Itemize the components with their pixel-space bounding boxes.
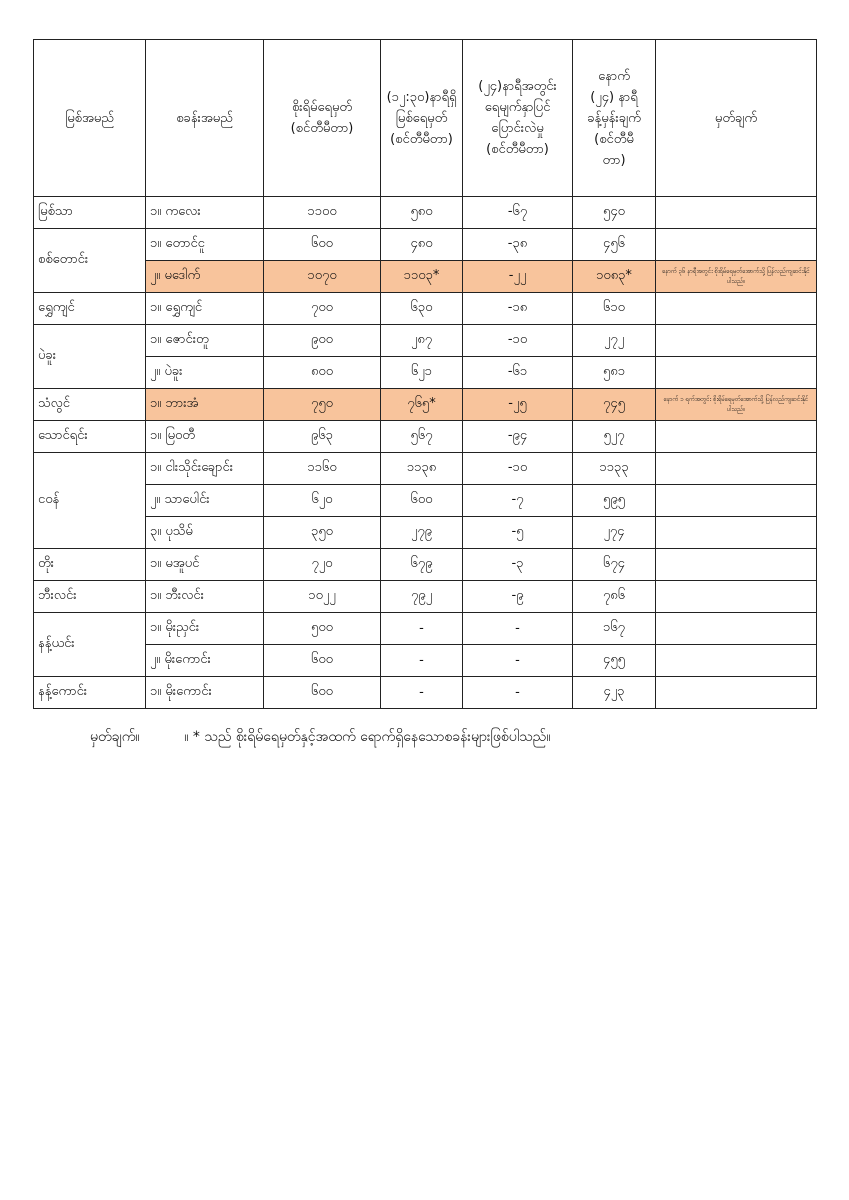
table-row [34, 549, 817, 581]
table-row [34, 581, 817, 613]
danger-level: ၁၀၇၀ [264, 261, 381, 293]
forecast-level: ၅၉၅ [573, 485, 656, 517]
level-change: -၁၈ [463, 293, 573, 325]
table-row [34, 645, 817, 677]
current-level: ၆၇၉ [381, 549, 463, 581]
table-row [34, 325, 817, 357]
danger-level: ၁၁၀၀ [264, 197, 381, 229]
current-level: ၇၉၂ [381, 581, 463, 613]
forecast-level: ၅၄၀ [573, 197, 656, 229]
table-row [34, 613, 817, 645]
current-level: ၆၀၀ [381, 485, 463, 517]
header-remarks: မှတ်ချက် [656, 40, 817, 197]
table-row [34, 261, 817, 293]
header-river-name: မြစ်အမည် [34, 40, 146, 197]
level-change: - [463, 645, 573, 677]
station-name: ၁။ မိုးညှင်း [146, 613, 264, 645]
station-name: ၁။ ငါးသိုင်းချောင်း [146, 453, 264, 485]
header-danger-level: စိုးရိမ်ရေမှတ် (စင်တီမီတာ) [264, 40, 381, 197]
table-row [34, 357, 817, 389]
forecast-level: ၇၈၆ [573, 581, 656, 613]
river-name: စစ်တောင်း [34, 229, 146, 293]
forecast-level: ၄၅၆ [573, 229, 656, 261]
table-row [34, 453, 817, 485]
level-change: -၉ [463, 581, 573, 613]
level-change: - [463, 613, 573, 645]
station-name: ၁။ ဇောင်းတူ [146, 325, 264, 357]
header-row [34, 40, 817, 197]
forecast-level: ၄၅၅ [573, 645, 656, 677]
remark [656, 197, 817, 229]
station-name: ၂။ ပဲခူး [146, 357, 264, 389]
remark [656, 229, 817, 261]
level-change: -၂၅ [463, 389, 573, 421]
danger-level: ၁၁၆၀ [264, 453, 381, 485]
table-body [34, 197, 817, 709]
table-row [34, 197, 817, 229]
remark: နောက် ၁ ရက်အတွင်း စိုးရိမ်ရေမှတ်အောက်သို့ ပြန်လည်ကျဆင်းနိုင်ပါသည်။ [656, 389, 817, 421]
current-level: ၄၈၀ [381, 229, 463, 261]
forecast-level: ၅၂၇ [573, 421, 656, 453]
forecast-level: ၇၄၅ [573, 389, 656, 421]
remark [656, 421, 817, 453]
danger-level: ၇၀၀ [264, 293, 381, 325]
forecast-level: ၆၇၄ [573, 549, 656, 581]
station-name: ၂။ မိုးကောင်း [146, 645, 264, 677]
header-24h-forecast: နောက် (၂၄) နာရီ ခန့်မှန်းချက် (စင်တီမီ တာ) [573, 40, 656, 197]
header-station-name: စခန်းအမည် [146, 40, 264, 197]
remark [656, 581, 817, 613]
river-name: တိုး [34, 549, 146, 581]
danger-level: ၆၀၀ [264, 677, 381, 709]
table-row [34, 293, 817, 325]
danger-level: ၉၀၀ [264, 325, 381, 357]
current-level: - [381, 677, 463, 709]
table-row [34, 389, 817, 421]
remark [656, 293, 817, 325]
remark [656, 549, 817, 581]
danger-level: ၆၀၀ [264, 229, 381, 261]
forecast-level: ၆၁၀ [573, 293, 656, 325]
forecast-level: ၁၆၇ [573, 613, 656, 645]
danger-level: ၇၅၀ [264, 389, 381, 421]
river-name: သောင်ရင်း [34, 421, 146, 453]
current-level: ၅၆၇ [381, 421, 463, 453]
current-level: ၂၈၇ [381, 325, 463, 357]
current-level: ၇၆၅* [381, 389, 463, 421]
station-name: ၁။ မိုးကောင်း [146, 677, 264, 709]
danger-level: ၁၀၂၂ [264, 581, 381, 613]
current-level: - [381, 613, 463, 645]
level-change: -၅ [463, 517, 573, 549]
river-name: နန့်ယင်း [34, 613, 146, 677]
level-change: - [463, 677, 573, 709]
station-name: ၃။ ပုသိမ် [146, 517, 264, 549]
remark [656, 357, 817, 389]
level-change: -၆၁ [463, 357, 573, 389]
river-water-level-table [33, 39, 817, 709]
station-name: ၁။ မြဝတီ [146, 421, 264, 453]
level-change: -၃ [463, 549, 573, 581]
table-row [34, 517, 817, 549]
remark [656, 325, 817, 357]
table-row [34, 677, 817, 709]
river-name: နန့်ကောင်း [34, 677, 146, 709]
remark [656, 645, 817, 677]
level-change: -၆၇ [463, 197, 573, 229]
river-name: ရွှေကျင် [34, 293, 146, 325]
river-name: မြစ်သာ [34, 197, 146, 229]
forecast-level: ၄၂၃ [573, 677, 656, 709]
forecast-level: ၂၇၂ [573, 325, 656, 357]
danger-level: ၆၂၀ [264, 485, 381, 517]
danger-level: ၆၀၀ [264, 645, 381, 677]
footnote-text: ။ * သည် စိုးရိမ်ရေမှတ်နှင့်အထက် ရောက်ရှိနေသောစခန်းများဖြစ်ပါသည်။ [184, 729, 551, 745]
river-name: ဘီးလင်း [34, 581, 146, 613]
forecast-level: ၅၈၁ [573, 357, 656, 389]
station-name: ၁။ ကလေး [146, 197, 264, 229]
current-level: ၆၃၀ [381, 293, 463, 325]
remark [656, 677, 817, 709]
remark [656, 517, 817, 549]
remark: နောက် ၃၆ နာရီအတွင်း စိုးရိမ်ရေမှတ်အောက်သို့ ပြန်လည်ကျဆင်းနိုင်ပါသည်။ [656, 261, 817, 293]
level-change: -၂၂ [463, 261, 573, 293]
danger-level: ၈၀၀ [264, 357, 381, 389]
current-level: ၂၇၉ [381, 517, 463, 549]
header-24h-change: (၂၄)နာရီအတွင်း ရေမျက်နှာပြင် ပြောင်းလဲမှု (စင်တီမီတာ) [463, 40, 573, 197]
river-name: ငဝန် [34, 453, 146, 549]
river-name: ပဲခူး [34, 325, 146, 389]
remark [656, 613, 817, 645]
danger-level: ၉၆၃ [264, 421, 381, 453]
table-row [34, 421, 817, 453]
river-name: သံလွင် [34, 389, 146, 421]
remark [656, 453, 817, 485]
station-name: ၁။ မအူပင် [146, 549, 264, 581]
station-name: ၁။ ဘီးလင်း [146, 581, 264, 613]
forecast-level: ၁၀၈၃* [573, 261, 656, 293]
station-name: ၁။ ရွှေကျင် [146, 293, 264, 325]
danger-level: ၅၀၀ [264, 613, 381, 645]
forecast-level: ၁၁၃၃ [573, 453, 656, 485]
current-level: ၆၂၁ [381, 357, 463, 389]
station-name: ၂။ မဒေါက် [146, 261, 264, 293]
forecast-level: ၂၇၄ [573, 517, 656, 549]
footnote [90, 727, 550, 748]
danger-level: ၃၅၀ [264, 517, 381, 549]
footnote-label: မှတ်ချက်။ [90, 729, 140, 745]
table-row [34, 485, 817, 517]
table-row [34, 229, 817, 261]
current-level: - [381, 645, 463, 677]
level-change: -၇ [463, 485, 573, 517]
station-name: ၂။ သာပေါင်း [146, 485, 264, 517]
station-name: ၁။ တောင်ငူ [146, 229, 264, 261]
current-level: ၅၈၀ [381, 197, 463, 229]
danger-level: ၇၂၀ [264, 549, 381, 581]
level-change: -၉၄ [463, 421, 573, 453]
level-change: -၁၀ [463, 325, 573, 357]
current-level: ၁၁၃၈ [381, 453, 463, 485]
level-change: -၁၀ [463, 453, 573, 485]
level-change: -၃၈ [463, 229, 573, 261]
header-current-level: (၁၂:၃၀)နာရီရှိ မြစ်ရေမှတ် (စင်တီမီတာ) [381, 40, 463, 197]
remark [656, 485, 817, 517]
current-level: ၁၁၀၃* [381, 261, 463, 293]
station-name: ၁။ ဘားအံ [146, 389, 264, 421]
